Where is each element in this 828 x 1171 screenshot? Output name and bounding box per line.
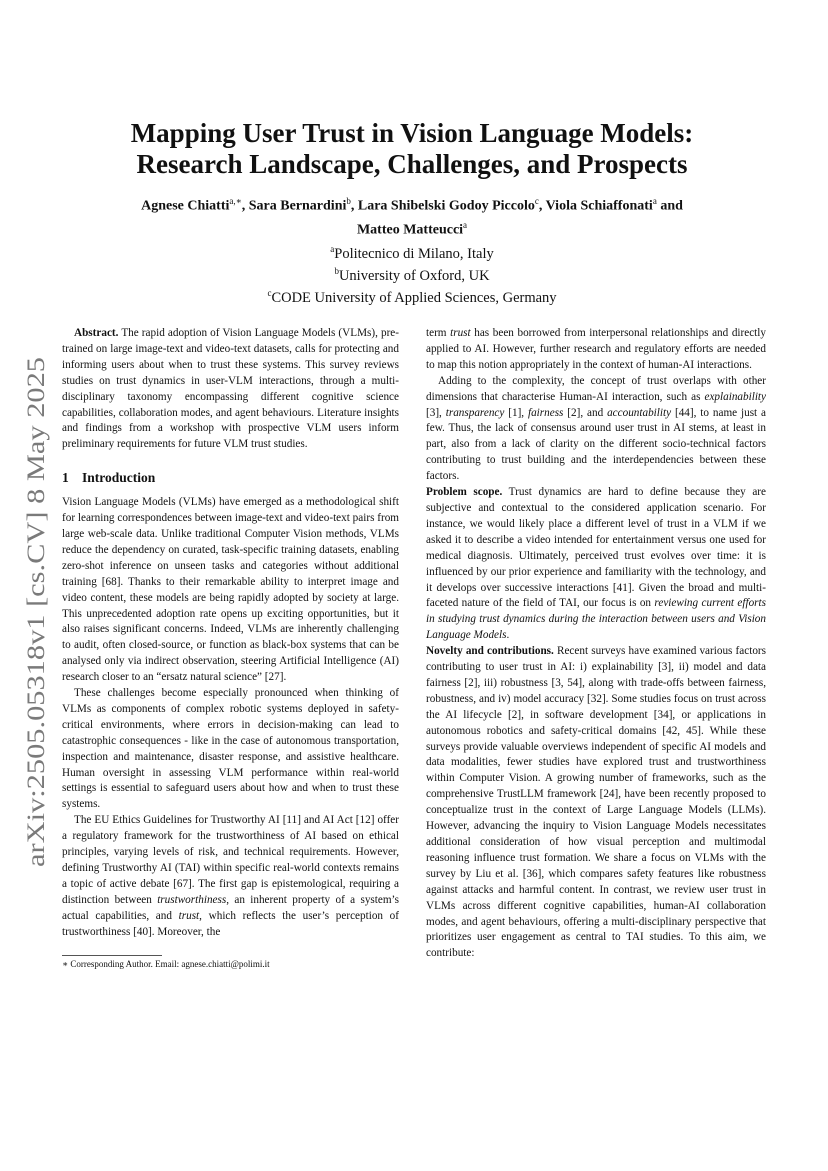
right-p2-part-b: [3], [426,406,446,419]
problem-scope-label: Problem scope. [426,486,503,499]
abstract [62,326,399,453]
author-name: Viola Schiaffonati [545,198,653,214]
author-affil-mark: a [463,219,468,230]
right-column [426,326,766,962]
author-separator: , [241,198,249,214]
intro-p3-part-c: , which reflects the user’s perception of trustworthiness [40]. Moreover, the [62,909,399,938]
right-p2-part-c: [1], [504,406,528,419]
author-affil-mark: b [346,196,351,206]
intro-p3-italic-trust: trust [178,909,200,922]
title-line-1: Mapping User Trust in Vision Language Models: [130,118,694,148]
author-name: Lara Shibelski Godoy Piccolo [357,198,535,214]
author-separator: and [656,198,683,214]
author-separator: , [538,198,546,214]
affiliation-mark: b [334,265,339,276]
right-p2-italic-transparency: transparency [445,406,505,419]
section-heading-introduction [62,470,399,486]
intro-p3-part-a: The EU Ethics Guidelines for Trustworthy AI [11] and AI Act [12] offer a regulatory framework for the trustworthiness of AI based on ethical principles, varying levels of risk, and technical requirements. However, defining Trustworthy AI (TAI) within specific real-world contexts remains a topic of active debate [67]. The first gap is epistemological, requiring a distinction between [62,814,399,906]
section-number: 1 [62,470,69,486]
abstract-text: The rapid adoption of Vision Language Models (VLMs), pre-trained on large image-text and video-text datasets, calls for protecting and informing users about when to trust these systems. This survey reviews studies on trust dynamics in user-VLM interactions, through a multi-disciplinary taxonomy encompassing different cognitive science capabilities, collaboration modes, and agent behaviours. Literature insights and findings from a workshop with prospective VLM users inform preliminary requirements for future VLM trust studies. [62,327,399,451]
affiliation-list [62,241,762,306]
problem-scope-paragraph [426,485,766,644]
affiliation-text: CODE University of Applied Sciences, Germany [271,289,557,306]
affiliation-mark: c [267,287,272,298]
right-p1-part-a: term [426,327,451,339]
problem-scope-italic: reviewing current efforts in studying trust dynamics during the interaction between users and Vision Language Models [426,597,767,642]
author-name: Matteo Matteucci [356,222,464,238]
intro-p3-part-b: , an inherent property of a system’s actual capabilities, and [62,893,400,922]
novelty-text: Recent surveys have examined various factors contributing to user trust in AI: i) explainability [3], ii) model and data fairness [2], iii) robustness [3, 54], along with trade-offs between fairness, robustness, and iv) model accuracy [32]. Some studies focus on trust across the AI lifecycle [2], in software development [34], or applications in autonomous robotics and safety-critical domains [42, 45]. While these surveys provide valuable overviews independent of specific AI models and data modalities, fewer studies have explored trust and trustworthiness within Computer Vision. A growing number of frameworks, such as the comprehensive TrustLLM framework [24], have been recently proposed to conceptualize trust in the context of Large Language Models (LLMs). However, advancing the inquiry to Vision Language Models necessitates additional consideration of how visual perception and multimodal reasoning influence trust formation. We share a focus on VLMs with the survey by Liu et al. [36], which compares safety features like robustness against attacks and harmful content. In contrast, we review user trust in VLMs across different cognitive capabilities, human-AI collaboration modes, and agent behaviours, offering a multi-disciplinary perspective that prioritizes user engagement as central to TAI studies. To this aim, we contribute: [426,645,766,960]
author-name: Agnese Chiatti [141,198,230,214]
right-p1-part-b: has been borrowed from interpersonal relationships and directly applied to AI. However, further research and regulatory efforts are needed to map this notion appropriately in the context of human-AI interactions. [426,327,766,371]
footnote-rule [62,955,162,956]
right-p2-part-a: Adding to the complexity, the concept of trust overlaps with other dimensions that characterise Human-AI interaction, such as [426,374,766,403]
right-paragraph-1 [426,326,766,374]
right-p2-part-e: [44], to name just a few. Thus, the lack of consensus around user trust in AI stems, at least in part, also from a lack of clarity on the different socio-technical factors contributing to trust building and the interdependencies between these factors. [426,406,767,483]
author-affil-mark: a [652,196,657,206]
paper-title [62,118,762,180]
author-list [62,192,762,239]
intro-paragraph-2: These challenges become especially pronounced when thinking of VLMs as components of complex robotic systems deployed in safety-critical environments, where errors in decision-making can lead to catastrophic consequences - like in the case of autonomous transportation, inspection and maintenance, disaster response, and assistive healthcare. Human oversight in assessing VLM performance within real-world settings is essential to safeguard users about how and when to trust these systems. [62,687,399,811]
right-p1-italic-trust: trust [450,327,471,339]
intro-p3-italic-trustworthiness: trustworthiness [157,893,227,906]
affiliation-mark: a [330,244,335,254]
intro-paragraph-3 [62,813,399,940]
title-line-2: Research Landscape, Challenges, and Prospects [136,149,688,179]
right-paragraph-2 [426,374,766,485]
section-title: Introduction [82,470,156,486]
right-p2-italic-accountability: accountability [607,406,672,419]
arxiv-stamp-text: arXiv:2505.05318v1 [cs.CV] 8 May 2025 [23,447,50,867]
problem-scope-text-a: Trust dynamics are hard to define because they are subjective and contextual to the considered application scenario. For instance, we would likely place a different level of trust in a VLM if we asked it to describe a video intended for entertainment versus one used for medical diagnosis. Ultimately, perceived trust evolves over time: it is influenced by our prior experience and familiarity with the technology, and it develops over successive interactions [41]. Given the broad and multi-faceted nature of the field of TAI, our focus is on [426,486,766,610]
affiliation-text: University of Oxford, UK [338,267,490,284]
novelty-label: Novelty and contributions. [426,645,554,658]
affiliation-text: Politecnico di Milano, Italy [334,245,494,262]
arxiv-stamp-svg [20,357,50,867]
novelty-paragraph [426,644,766,962]
right-p2-italic-explainability: explainability [704,390,766,403]
right-p2-part-d: [2], and [563,406,608,419]
author-separator: , [350,198,358,214]
problem-scope-text-b: . [506,629,510,642]
right-p2-italic-fairness: fairness [527,406,564,419]
abstract-label: Abstract. [74,327,119,339]
author-affil-mark: a,∗ [229,196,242,206]
footnote-corresponding-author: ∗ Corresponding Author. Email: agnese.chiatti@polimi.it [62,959,270,969]
arxiv-side-stamp [20,357,50,867]
left-column [62,326,399,941]
intro-paragraph-1: Vision Language Models (VLMs) have emerged as a methodological shift for learning correspondences between image-text and video-text pairs from large web-scale data. Unlike traditional Computer Vision methods, VLMs reduce the dependency on curated, task-specific training datasets, enabling zero-shot inference on unseen tasks and categories without additional training [68]. Thanks to their remarkable ability to interpret image and video content, these models are being rapidly adopted by society at large. This unprecedented adoption rate opens up exciting opportunities, but it also raises significant concerns. Indeed, VLMs are inherently challenging to audit, often closed-source, or function as black-box systems that can be analysed only via indirect observation, steering Artificial Intelligence (AI) research closer to an “ersatz natural science” [27]. [62,496,399,684]
author-affil-mark: c [534,196,539,206]
author-name: Sara Bernardini [248,198,347,214]
